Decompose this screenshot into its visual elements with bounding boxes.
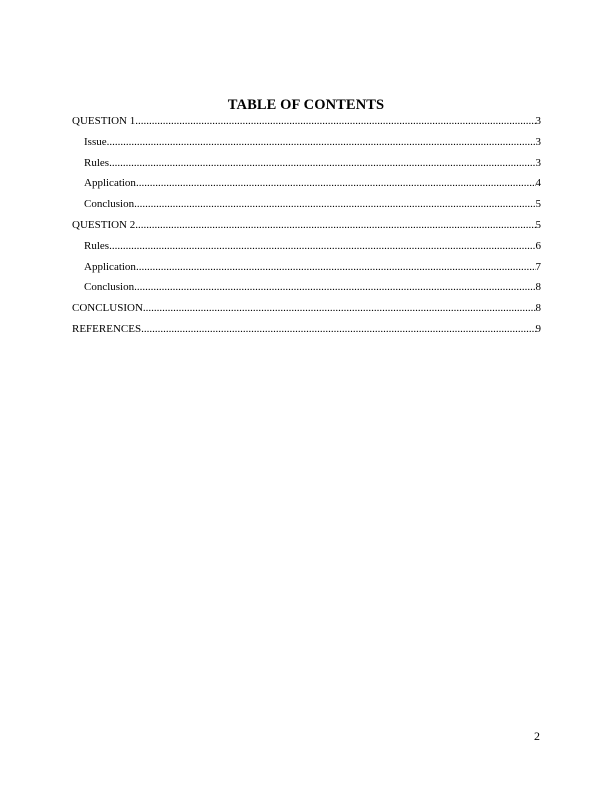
dot-leader: [134, 196, 535, 212]
dot-leader: [109, 238, 535, 254]
toc-entry-page: 6: [535, 239, 541, 252]
toc-entry-label: Issue: [84, 135, 107, 148]
toc-entry-issue[interactable]: [72, 134, 541, 155]
toc-entry-page: 9: [535, 322, 541, 335]
toc-entry-page: 4: [535, 177, 541, 190]
toc-entry-label: Conclusion: [84, 281, 135, 294]
toc-entry-question-2[interactable]: [72, 217, 541, 238]
toc-entry-page: 5: [535, 198, 541, 211]
toc-entry-conclusion-section[interactable]: [72, 300, 541, 321]
toc-entry-page: 3: [535, 135, 541, 148]
toc-entry-page: 5: [535, 218, 541, 231]
toc-entry-conclusion[interactable]: [72, 279, 541, 300]
toc-entry-label: Application: [84, 177, 136, 190]
dot-leader: [135, 217, 535, 233]
toc-entry-question-1[interactable]: [72, 113, 541, 134]
dot-leader: [109, 155, 535, 171]
dot-leader: [136, 259, 536, 275]
toc-entry-page: 3: [535, 115, 541, 127]
dot-leader: [107, 134, 536, 150]
toc-entry-label: QUESTION 1: [72, 115, 136, 127]
toc-entry-conclusion[interactable]: [72, 196, 541, 217]
dot-leader: [143, 300, 536, 316]
toc-entry-label: Rules: [84, 239, 110, 252]
page-number: 2: [534, 729, 540, 743]
toc-entry-label: CONCLUSION: [72, 302, 143, 315]
toc-entry-label: Application: [84, 260, 136, 273]
toc-entry-label: QUESTION 2: [72, 218, 136, 231]
dot-leader: [136, 175, 536, 191]
toc-title: TABLE OF CONTENTS: [227, 97, 385, 113]
toc-entry-page: 8: [535, 281, 541, 294]
toc-entry-application[interactable]: [72, 175, 541, 196]
toc-entry-rules[interactable]: [72, 155, 541, 176]
dot-leader: [135, 113, 535, 129]
toc-entry-label: REFERENCES: [72, 322, 142, 335]
toc-entry-label: Rules: [84, 156, 110, 169]
toc-entry-page: 3: [535, 156, 541, 169]
toc-entry-page: 7: [535, 260, 541, 273]
toc-entry-references[interactable]: [72, 321, 541, 342]
toc-entry-rules[interactable]: [72, 238, 541, 259]
toc-entry-page: 8: [535, 302, 541, 315]
toc-entry-application[interactable]: [72, 259, 541, 280]
dot-leader: [141, 321, 535, 337]
toc-list: [72, 113, 541, 342]
dot-leader: [134, 279, 535, 295]
toc-entry-label: Conclusion: [84, 198, 135, 211]
